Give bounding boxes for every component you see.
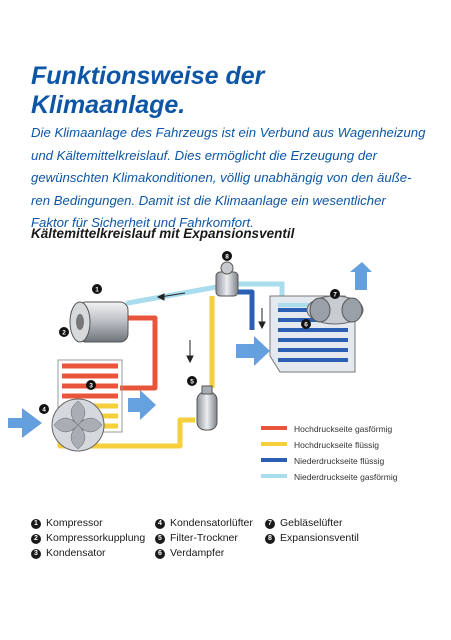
part-number: 8: [265, 534, 275, 544]
part-item: [31, 531, 145, 546]
refrigerant-circuit-diagram: [0, 240, 451, 510]
page-title: [31, 62, 431, 120]
title-line-1: Funktionsweise der: [31, 62, 265, 90]
intro-paragraph: [31, 122, 431, 235]
intro-line: Faktor für Sicherheit und Fahrkomfort.: [31, 215, 254, 231]
svg-text:4: 4: [42, 406, 46, 414]
part-number: 7: [265, 519, 275, 529]
part-label: Verdampfer: [170, 547, 225, 559]
svg-text:7: 7: [333, 291, 337, 299]
badge-7: [330, 289, 340, 299]
expansion-valve: [216, 262, 238, 296]
compressor: [70, 302, 128, 342]
badge-3: [86, 380, 96, 390]
legend-label: Niederdruckseite gasförmig: [294, 472, 398, 482]
diagram-subtitle: Kältemittelkreislauf mit Expansionsventil: [31, 226, 295, 241]
legend-swatch: [261, 458, 287, 462]
condenser-fan: [52, 399, 104, 451]
part-item: [265, 516, 359, 531]
part-label: Filter-Trockner: [170, 532, 238, 544]
svg-text:1: 1: [95, 286, 99, 294]
line-low-pressure-gas: [128, 284, 282, 303]
badge-1: [92, 284, 102, 294]
part-label: Expansionsventil: [280, 532, 359, 544]
legend-swatch: [261, 474, 287, 478]
legend-label: Niederdruckseite flüssig: [294, 456, 385, 466]
part-item: [31, 516, 145, 531]
svg-text:8: 8: [225, 253, 229, 261]
part-number: 1: [31, 519, 41, 529]
svg-text:5: 5: [190, 378, 194, 386]
legend-item: [261, 456, 385, 466]
part-label: Kompressorkupplung: [46, 532, 146, 544]
part-label: Kondensatorlüfter: [170, 517, 253, 529]
part-item: [31, 546, 145, 561]
legend-swatch: [261, 442, 287, 446]
blower-fan: [307, 296, 363, 324]
legend-item: [261, 472, 398, 482]
part-item: [155, 531, 253, 546]
badge-4: [39, 404, 49, 414]
legend-label: Hochdruckseite gasförmig: [294, 424, 393, 434]
legend-item: [261, 440, 379, 450]
part-number: 6: [155, 549, 165, 559]
parts-list-col-1: [31, 516, 145, 561]
part-label: Kompressor: [46, 517, 103, 529]
part-number: 5: [155, 534, 165, 544]
part-item: [265, 531, 359, 546]
legend-label: Hochdruckseite flüssig: [294, 440, 380, 450]
part-item: [155, 546, 253, 561]
svg-text:3: 3: [89, 382, 93, 390]
badge-8: [222, 251, 232, 261]
parts-list-col-3: [265, 516, 359, 546]
svg-text:2: 2: [62, 329, 66, 337]
part-label: Gebläselüfter: [280, 517, 343, 529]
intro-line: ren Bedingungen. Damit ist die Klimaanlage ein wesentlicher: [31, 192, 386, 208]
part-number: 3: [31, 549, 41, 559]
badge-5: [187, 376, 197, 386]
intro-line: gewünschten Klimakonditionen, völlig unabhängig von den äuße-: [31, 170, 412, 186]
legend-swatch: [261, 426, 287, 430]
intro-line: Die Klimaanlage des Fahrzeugs ist ein Verbund aus Wagenheizung: [31, 125, 426, 140]
title-line-2: Klimaanlage.: [31, 91, 186, 119]
filter-dryer: [197, 386, 217, 430]
part-number: 2: [31, 534, 41, 544]
part-label: Kondensator: [46, 547, 106, 559]
part-number: 4: [155, 519, 165, 529]
badge-6: [301, 319, 311, 329]
svg-text:6: 6: [304, 321, 308, 329]
parts-list-col-2: [155, 516, 253, 561]
part-item: [155, 516, 253, 531]
legend: [261, 424, 398, 482]
legend-item: [261, 424, 393, 434]
badge-2: [59, 327, 69, 337]
intro-line: und Kältemittelkreislauf. Dies ermöglicht die Erzeugung der: [31, 147, 377, 163]
